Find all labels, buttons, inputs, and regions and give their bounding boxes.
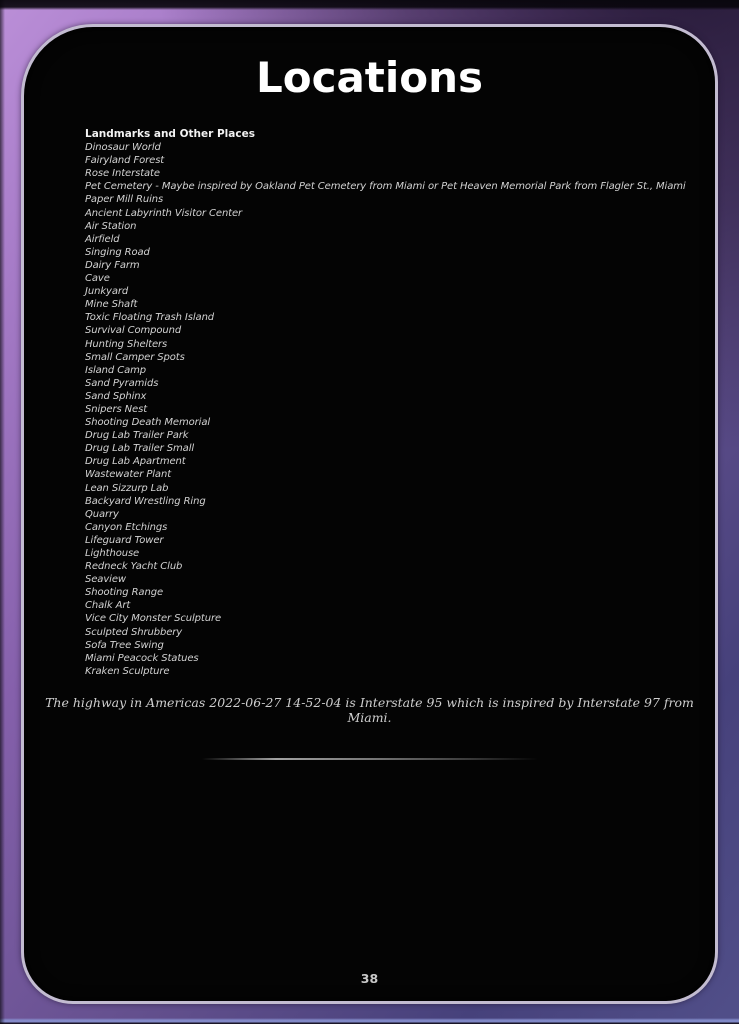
- list-item: Canyon Etchings: [85, 521, 168, 533]
- list-item: Small Camper Spots: [85, 351, 185, 363]
- divider-line: [202, 758, 538, 760]
- page-number: 38: [360, 971, 379, 986]
- list-item: Shooting Death Memorial: [85, 417, 211, 429]
- list-items: [85, 141, 715, 678]
- list-item: Seaview: [85, 574, 126, 586]
- list-item: Sofa Tree Swing: [85, 639, 164, 651]
- page-title: Locations: [255, 53, 484, 102]
- list-heading: Landmarks and Other Places: [85, 128, 255, 140]
- footer-note: The highway in Americas 2022-06-27 14-52-04 is Interstate 95 which is inspired by Interstate 97 from Miami.: [45, 694, 694, 725]
- list-item: Singing Road: [85, 246, 150, 258]
- list-item: Quarry: [85, 508, 119, 520]
- list-item: Paper Mill Ruins: [85, 194, 164, 206]
- list-item: Hunting Shelters: [85, 338, 168, 350]
- list-item: Toxic Floating Trash Island: [85, 312, 215, 324]
- list-item: Sculpted Shrubbery: [85, 626, 183, 638]
- list-item: Lighthouse: [85, 548, 140, 559]
- list-item: Mine Shaft: [85, 299, 138, 311]
- list-item: Pet Cemetery - Maybe inspired by Oakland Pet Cemetery from Miami or Pet Heaven Memorial Park from Flagler St., Miami: [85, 181, 686, 193]
- list-item: Sand Pyramids: [85, 377, 159, 389]
- list-item: Survival Compound: [85, 325, 182, 337]
- list-item: Redneck Yacht Club: [85, 561, 183, 573]
- list-item: Airfield: [85, 233, 120, 245]
- list-item: Dinosaur World: [85, 142, 161, 154]
- list-item: Lifeguard Tower: [85, 534, 164, 546]
- list-item: Sand Sphinx: [85, 390, 147, 402]
- list-item: Air Station: [85, 220, 137, 232]
- list-item: Fairyland Forest: [85, 155, 165, 167]
- list-item: Junkyard: [85, 286, 129, 298]
- list-item: Shooting Range: [85, 587, 163, 599]
- list-item: Island Camp: [85, 364, 147, 376]
- list-item: Lean Sizzurp Lab: [85, 482, 169, 494]
- list-item: Cave: [85, 273, 110, 285]
- list-item: Wastewater Plant: [85, 469, 172, 481]
- list-item: Drug Lab Trailer Small: [85, 443, 195, 455]
- content-panel: [21, 24, 718, 1004]
- list-item: Chalk Art: [85, 600, 131, 612]
- list-item: Snipers Nest: [85, 403, 148, 415]
- list-item: Drug Lab Apartment: [85, 456, 186, 468]
- list-item: Rose Interstate: [85, 168, 160, 180]
- locations-list: [85, 128, 715, 678]
- list-item: Drug Lab Trailer Park: [85, 430, 189, 442]
- list-item: Miami Peacock Statues: [85, 652, 199, 664]
- list-item: Vice City Monster Sculpture: [85, 613, 222, 625]
- list-item: Ancient Labyrinth Visitor Center: [85, 207, 243, 219]
- list-item: Backyard Wrestling Ring: [85, 495, 206, 507]
- list-item: Kraken Sculpture: [85, 665, 170, 677]
- list-item: Dairy Farm: [85, 259, 140, 271]
